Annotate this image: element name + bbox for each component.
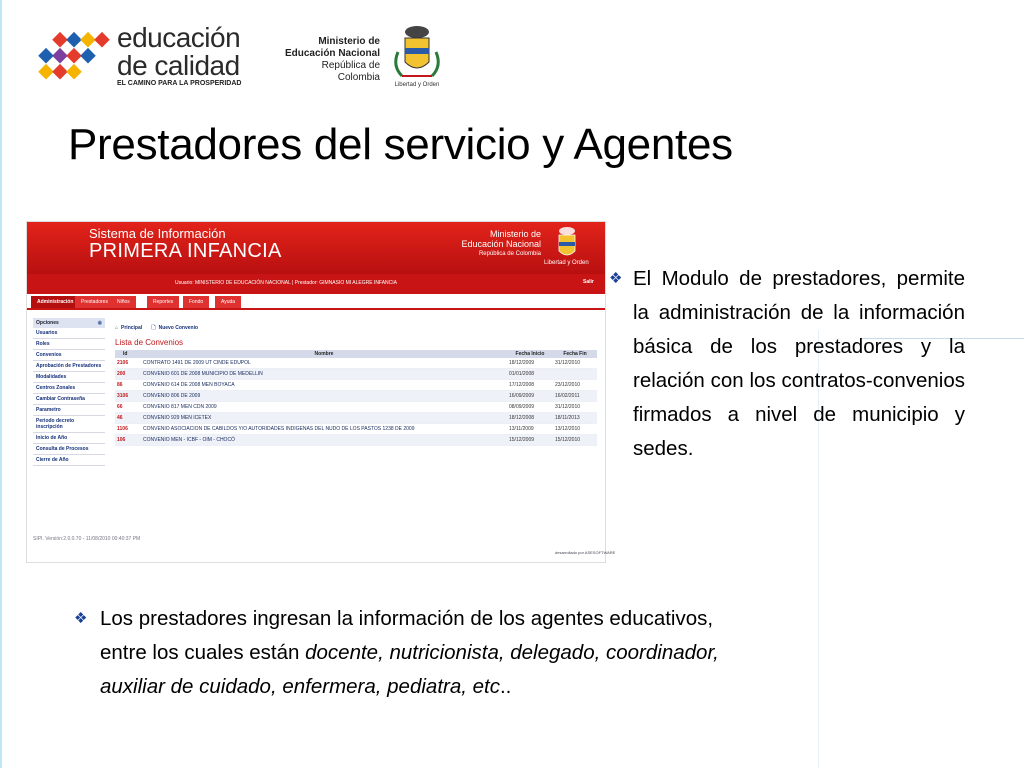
- cell-id: 66: [115, 402, 141, 413]
- ministry-line2: Educación Nacional: [284, 48, 380, 59]
- app-powered-by: desarrollado por ASESOFTWARE: [555, 550, 616, 555]
- cell-id: 200: [115, 369, 141, 380]
- app-user-bar: [27, 274, 605, 294]
- logo-text-line1: educación: [117, 22, 241, 53]
- menu-tab-administracion[interactable]: Administración: [31, 296, 79, 308]
- app-user-info: Usuario: MINISTERIO DE EDUCACIÓN NACIONAL | Prestador: GIMNASIO MI ALEGRE INFANCIA: [175, 280, 397, 286]
- logo-text-line2: de calidad: [117, 50, 240, 81]
- sidebar-header: [33, 318, 105, 328]
- table-row[interactable]: [115, 402, 597, 413]
- table-row[interactable]: [115, 391, 597, 402]
- col-header-id[interactable]: Id: [115, 350, 141, 358]
- table-row[interactable]: [115, 435, 597, 446]
- crumb-principal-link[interactable]: Principal: [121, 325, 143, 331]
- module-description: [609, 262, 965, 466]
- left-edge-line: [0, 0, 2, 768]
- table-row[interactable]: [115, 380, 597, 391]
- home-icon: ⌂: [115, 325, 119, 331]
- cell-name[interactable]: CONVENIO 817 MEN CDN 2009: [141, 402, 507, 413]
- new-convenio-link[interactable]: Nuevo Convenio: [158, 325, 199, 331]
- new-document-icon: 🗋: [151, 325, 156, 331]
- menu-tab-ayuda[interactable]: Ayuda: [215, 296, 241, 308]
- sidebar-item-usuarios[interactable]: Usuarios: [33, 328, 105, 339]
- agents-line2-italic: docente, nutricionista, delegado, coordinador,: [305, 641, 719, 664]
- cell-name[interactable]: CONVENIO 601 DE 2008 MUNICIPIO DE MEDELLIN: [141, 369, 507, 380]
- app-screenshot: [27, 222, 616, 562]
- app-sidebar: [33, 318, 105, 466]
- menu-tab-prestadores[interactable]: Prestadores: [75, 296, 114, 308]
- cell-name[interactable]: CONVENIO 806 DE 2009: [141, 391, 507, 402]
- logo-tagline: EL CAMINO PARA LA PROSPERIDAD: [117, 80, 242, 87]
- app-system-label: Sistema de Información: [89, 226, 226, 241]
- sidebar-item-convenios[interactable]: Convenios: [33, 350, 105, 361]
- cell-end: 15/12/2010: [553, 435, 597, 446]
- educacion-de-calidad-logo: [33, 22, 258, 90]
- agents-line2: [74, 636, 894, 670]
- cell-name[interactable]: CONVENIO 614 DE 2008 MEN BOYACA: [141, 380, 507, 391]
- cell-name[interactable]: CONVENIO 929 MEN ICETEX: [141, 413, 507, 424]
- table-row[interactable]: [115, 413, 597, 424]
- cell-start: 15/12/2009: [507, 435, 553, 446]
- ministry-name: [282, 36, 380, 84]
- menu-tab-reportes[interactable]: Reportes: [147, 296, 179, 308]
- colored-cubes-logo: [33, 28, 113, 88]
- cell-name[interactable]: CONTRATO 1491 DE 2009 UT CINDE EDUPOL: [141, 358, 507, 369]
- diamond-bullet-icon: ❖: [74, 610, 88, 627]
- cell-id: 106: [115, 435, 141, 446]
- cell-end: 13/12/2010: [553, 424, 597, 435]
- agents-line3-end: ..: [499, 675, 512, 698]
- convenios-table: [115, 350, 597, 446]
- cell-start: 18/12/2008: [507, 413, 553, 424]
- sidebar-item-parametro[interactable]: Parametro: [33, 405, 105, 416]
- sidebar-item-periodo-decreto[interactable]: Periodo decreto inscripción: [33, 416, 105, 433]
- sidebar-item-aprobacion[interactable]: Aprobación de Prestadores: [33, 361, 105, 372]
- cell-end: 31/12/2010: [553, 358, 597, 369]
- cell-id: 86: [115, 380, 141, 391]
- cell-name[interactable]: CONVENIO ASOCIACION DE CABILDOS Y/O AUTORIDADES INDIGENAS DEL NUDO DE LOS PASTOS 1238 DE 2009: [141, 424, 507, 435]
- cell-start: 13/11/2009: [507, 424, 553, 435]
- cell-start: 08/09/2009: [507, 402, 553, 413]
- list-title: Lista de Convenios: [115, 338, 184, 347]
- module-description-text: El Modulo de prestadores, permite la administración de la información básica de los prestadores y la relación con los contratos-convenios firmados a nivel de municipio y sedes.: [633, 267, 965, 460]
- sidebar-header-label: Opciones: [36, 320, 59, 326]
- col-header-fecha-fin[interactable]: Fecha Fin: [553, 350, 597, 358]
- app-system-name: PRIMERA INFANCIA: [89, 240, 282, 262]
- agents-line1: Los prestadores ingresan la información de los agentes educativos,: [100, 607, 714, 630]
- table-header-row: [115, 350, 597, 358]
- sidebar-item-consulta-procesos[interactable]: Consulta de Procesos: [33, 444, 105, 455]
- ministry-line1: Ministerio de: [318, 36, 380, 47]
- cell-end: 16/02/2011: [553, 391, 597, 402]
- sidebar-item-roles[interactable]: Roles: [33, 339, 105, 350]
- cell-end: 23/12/2010: [553, 380, 597, 391]
- app-main-panel: [115, 322, 595, 446]
- cell-id: 1106: [115, 424, 141, 435]
- cell-end: 18/11/2013: [553, 413, 597, 424]
- table-row[interactable]: [115, 358, 597, 369]
- cell-id: 2106: [115, 358, 141, 369]
- cell-id: 3106: [115, 391, 141, 402]
- app-banner: [27, 222, 605, 274]
- cell-start: 01/01/2008: [507, 369, 553, 380]
- app-ministry-line3: República de Colombia: [478, 251, 541, 257]
- menu-tab-ninos[interactable]: Niños: [111, 296, 136, 308]
- col-header-fecha-inicio[interactable]: Fecha Inicio: [507, 350, 553, 358]
- cell-end: 31/12/2010: [553, 402, 597, 413]
- app-menu-bar: [27, 294, 605, 310]
- agents-line3-italic: auxiliar de cuidado, enfermera, pediatra, etc: [100, 675, 500, 698]
- diamond-bullet-icon: ❖: [609, 270, 623, 287]
- app-ministry-line2: Educación Nacional: [461, 239, 541, 249]
- breadcrumb: [115, 322, 595, 334]
- agents-line2-plain: entre los cuales están: [100, 641, 306, 664]
- col-header-nombre[interactable]: Nombre: [141, 350, 507, 358]
- menu-tab-fondo[interactable]: Fondo: [183, 296, 209, 308]
- sidebar-item-cierre-ano[interactable]: Cierre de Año: [33, 455, 105, 466]
- app-ministry: [437, 229, 541, 259]
- cell-start: 17/12/2008: [507, 380, 553, 391]
- sidebar-item-centros-zonales[interactable]: Centros Zonales: [33, 383, 105, 394]
- table-row[interactable]: [115, 424, 597, 435]
- app-version: SIPI. Versión:2.0.0.70 - 11/08/2010 00:40:37 PM: [33, 536, 141, 542]
- table-row[interactable]: [115, 369, 597, 380]
- app-ministry-line1: Ministerio de: [489, 229, 541, 239]
- cell-id: 46: [115, 413, 141, 424]
- collapse-arrow-icon[interactable]: ◉: [97, 320, 102, 326]
- cell-start: 18/12/2009: [507, 358, 553, 369]
- ministry-line3: República de Colombia: [321, 60, 380, 83]
- app-seal-caption: Libertad y Orden: [544, 260, 589, 266]
- sidebar-item-modalidades[interactable]: Modalidades: [33, 372, 105, 383]
- cell-start: 16/09/2009: [507, 391, 553, 402]
- slide-title: Prestadores del servicio y Agentes: [68, 120, 733, 169]
- agents-line3: [74, 670, 894, 704]
- agents-bullet: [74, 602, 894, 704]
- seal-caption: Libertad y Orden: [394, 82, 440, 88]
- sidebar-item-cambiar-contrasena[interactable]: Cambiar Contraseña: [33, 394, 105, 405]
- cell-end: [553, 369, 597, 380]
- cell-name[interactable]: CONVENIO MEN - ICBF - OIM - CHOCÓ: [141, 435, 507, 446]
- exit-button[interactable]: Salir: [583, 279, 594, 285]
- sidebar-item-inicio-ano[interactable]: Inicio de Año: [33, 433, 105, 444]
